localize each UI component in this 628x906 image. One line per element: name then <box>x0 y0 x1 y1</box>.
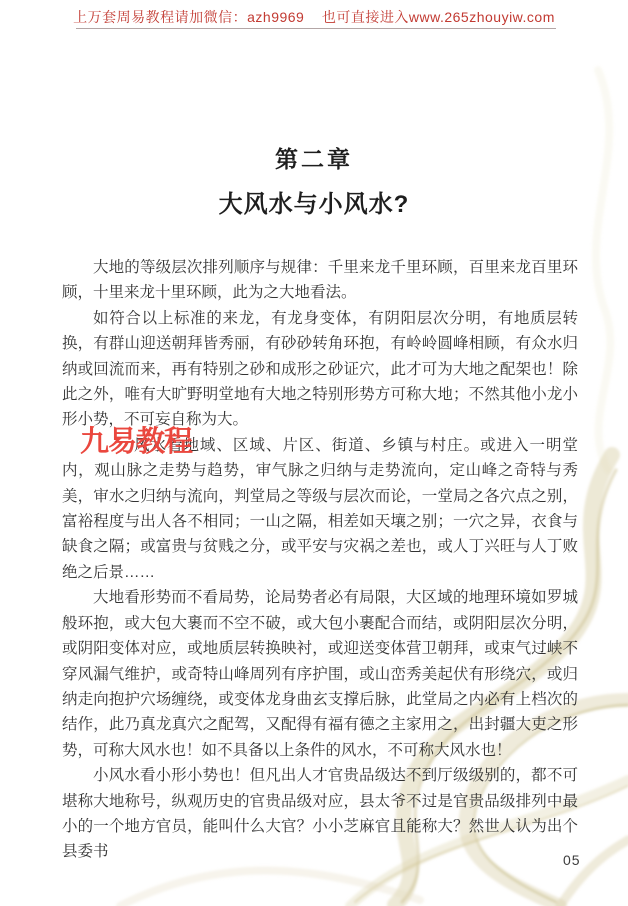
body-paragraph <box>62 425 578 585</box>
red-watermark: 九易教程 <box>80 425 193 458</box>
body-paragraph: 大地的等级层次排列顺序与规律：千里来龙千里环顾，百里来龙百里环顾，十里来龙十里环顾，此为之大地看法。 <box>62 259 578 302</box>
body-paragraph: 小风水看小形小势也！但凡出人才官贵品级达不到厅级级别的，都不可堪称大地称号，纵观历史的官贵品级对应，县太爷不过是官贵品级排列中最小的一个地方官员，能叫什么大官？小小芝麻官且能称大？然世人认为出个县委书 <box>62 767 578 861</box>
chapter-title: 大风水与小风水? <box>218 191 410 218</box>
body-text <box>62 255 578 865</box>
body-paragraph: 如符合以上标准的来龙，有龙身变体，有阴阳层次分明，有地质层转换，有群山迎送朝拜皆秀丽，有砂砂转角环抱，有岭岭圆峰相顾，有众水归纳或回流而来，再有特别之砂和成形之砂证穴，此才可为大地之配架也！除此之外，唯有大旷野明堂地有大地之特别形势方可称大地；不然其他小龙小形小势，不可妄自称为大。 <box>62 309 578 429</box>
page-number: 05 <box>563 852 581 868</box>
paragraph-text: 风水看地域、区域、片区、街道、乡镇与村庄。或进入一明堂内，观山脉之走势与趋势，审气脉之归纳与走势流向，定山峰之奇特与秀美，审水之归纳与流向，判堂局之等级与层次而论，一堂局之各穴点之别，富裕程度与出人各不相同；一山之隔，相差如天壤之别；一穴之异，衣食与缺食之隔；或富贵与贫贱之分，或平安与灾祸之差也，或人丁兴旺与人丁败绝之后景…… <box>62 436 578 581</box>
chapter-number: 第二章 <box>275 146 353 172</box>
body-paragraph: 大地看形势而不看局势，论局势者必有局限，大区域的地理环境如罗城般环抱，或大包大裹而不空不破，或大包小裹配合而结，或阴阳层次分明，或阴阳变体对应，或地质层转换映衬，或迎送变体营卫朝拜，或束气过峡不穿风漏气维护，或奇特山峰周列有序护围，或山峦秀美起伏有形绕穴，或归纳走向抱护穴场缠绕，或变体龙身曲玄支撑后脉，此堂局之内必有上档次的结作，此乃真龙真穴之配驾，又配得有福有德之主家用之，出封疆大吏之形势，可称大风水也！如不具备以上条件的风水，不可称大风水也！ <box>62 589 578 759</box>
promo-header-text: 上万套周易教程请加微信：azh9969 也可直接进入www.265zhouyiw.com <box>73 9 555 25</box>
header-divider <box>76 28 556 29</box>
